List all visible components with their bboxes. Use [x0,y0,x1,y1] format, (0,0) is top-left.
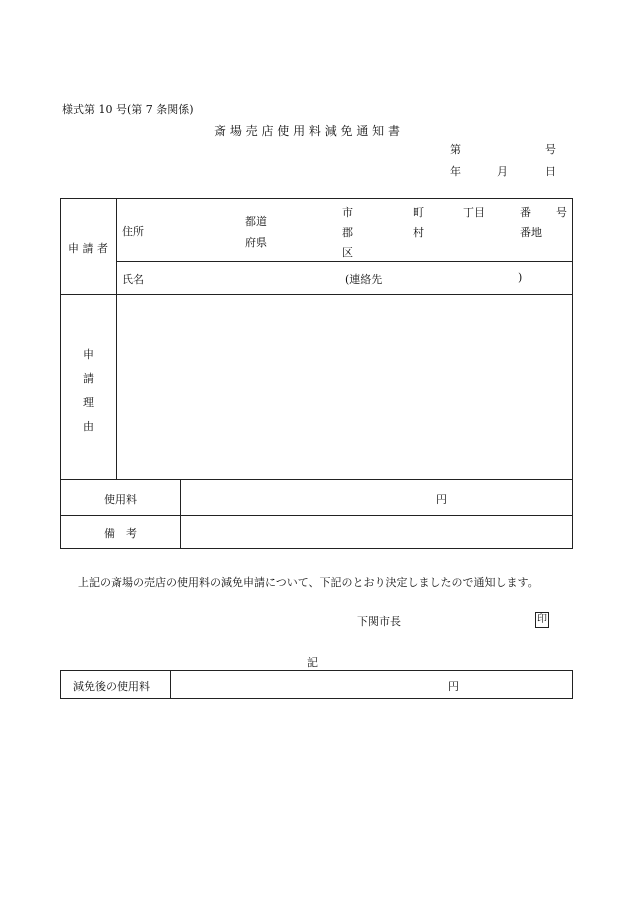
reduced-fee-unit: 円 [448,680,459,693]
date-year: 年 [450,165,461,178]
contact-close: ) [518,271,523,284]
number-go: 号 [545,143,556,156]
form-label: 様式第 10 号(第 7 条関係) [62,103,194,116]
fee-remarks-divider [60,515,573,516]
ku-label: 区 [342,246,353,259]
shi-label: 市 [342,206,353,219]
fuken-label: 府県 [245,236,267,249]
reduced-fee-label: 減免後の使用料 [73,680,150,693]
applicant-reason-divider [60,294,573,295]
document-title: 斎 場 売 店 使 用 料 減 免 通 知 書 [214,124,400,138]
fee-label: 使用料 [104,493,137,506]
remarks-label: 備 考 [104,527,137,540]
ki-label: 記 [307,656,318,669]
address-name-divider [116,261,573,262]
left-column-divider [116,198,117,479]
name-label: 氏名 [122,273,144,286]
mayor-label: 下関市長 [357,615,401,628]
seal-mark: 印 [535,612,549,628]
address-label: 住所 [122,225,144,238]
applicant-label: 申 請 者 [68,242,108,255]
chome-label: 丁目 [463,206,485,219]
reason-char-4: 由 [83,420,94,433]
mura-label: 村 [413,226,424,239]
ban-label: 番 [520,206,531,219]
go-label: 号 [556,206,567,219]
date-day: 日 [545,165,556,178]
reason-fee-divider [60,479,573,480]
banchi-label: 番地 [520,226,542,239]
reason-char-1: 申 [83,348,94,361]
machi-label: 町 [413,206,424,219]
date-month: 月 [497,165,508,178]
notice-text: 上記の斎場の売店の使用料の減免申請について、下記のとおり決定しましたので通知します。 [78,576,539,589]
gun-label: 郡 [342,226,353,239]
number-dai: 第 [450,143,461,156]
reason-char-3: 理 [83,396,94,409]
fee-unit: 円 [436,493,447,506]
reason-char-2: 請 [83,372,94,385]
contact-open: (連絡先 [345,273,383,286]
todo-label: 都道 [245,215,267,228]
reduced-fee-divider [170,670,171,699]
fee-label-divider [180,479,181,549]
